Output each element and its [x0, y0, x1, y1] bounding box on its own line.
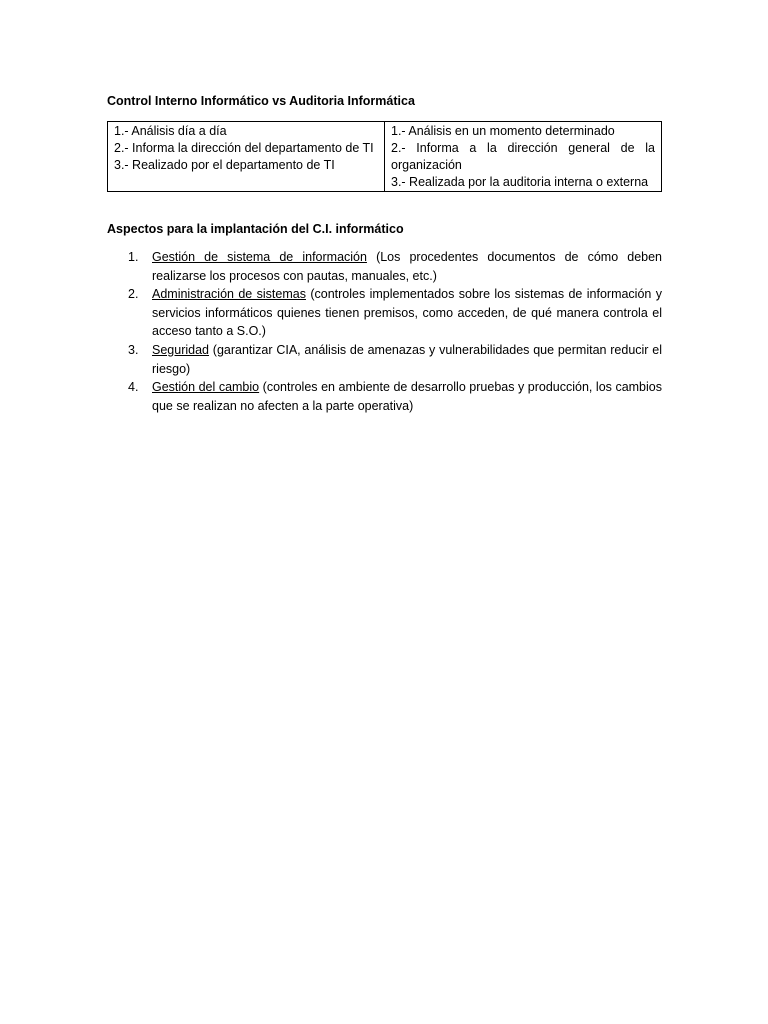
aspect-term: Administración de sistemas [152, 287, 306, 302]
aspect-item [128, 378, 662, 415]
aspect-number: 4. [128, 380, 139, 395]
aspect-description: (controles implementados sobre los sistemas de información y servicios informáticos quienes tienen premisos, como acceden, de qué manera controla el acceso tanto a S.O.) [152, 287, 662, 339]
aspect-term: Gestión de sistema de información [152, 250, 367, 264]
control-interno-column [108, 122, 385, 191]
aspect-number: 1. [128, 250, 139, 264]
aspect-item [128, 285, 662, 341]
aspects-list [128, 248, 662, 415]
control-interno-item: 3.- Realizado por el departamento de TI [114, 158, 335, 172]
aspect-description: (Los procedentes documentos de cómo deben realizarse los procesos con pautas, manuales, etc.) [152, 250, 662, 283]
aspect-term: Seguridad [152, 342, 209, 357]
aspect-item [128, 341, 662, 378]
aspects-heading: Aspectos para la implantación del C.I. informático [107, 222, 404, 236]
auditoria-item: 2.- Informa a la dirección general de la organización [391, 141, 655, 172]
aspect-number: 2. [128, 287, 139, 302]
auditoria-item: 1.- Análisis en un momento determinado [391, 124, 615, 138]
auditoria-item: 3.- Realizada por la auditoria interna o externa [391, 175, 649, 189]
aspect-term: Gestión del cambio [152, 380, 260, 395]
comparison-table [107, 121, 662, 192]
auditoria-column [385, 122, 661, 191]
control-interno-item: 2.- Informa la dirección del departamento de TI [114, 141, 374, 155]
aspect-item [128, 248, 662, 285]
document-heading: Control Interno Informático vs Auditoria Informática [107, 94, 415, 108]
aspect-description: (garantizar CIA, análisis de amenazas y vulnerabilidades que permitan reducir el riesgo) [152, 342, 662, 376]
control-interno-item: 1.- Análisis día a día [114, 124, 227, 138]
aspect-description: (controles en ambiente de desarrollo pruebas y producción, los cambios que se realizan no afecten a la parte operativa) [152, 380, 662, 413]
aspect-number: 3. [128, 342, 139, 357]
